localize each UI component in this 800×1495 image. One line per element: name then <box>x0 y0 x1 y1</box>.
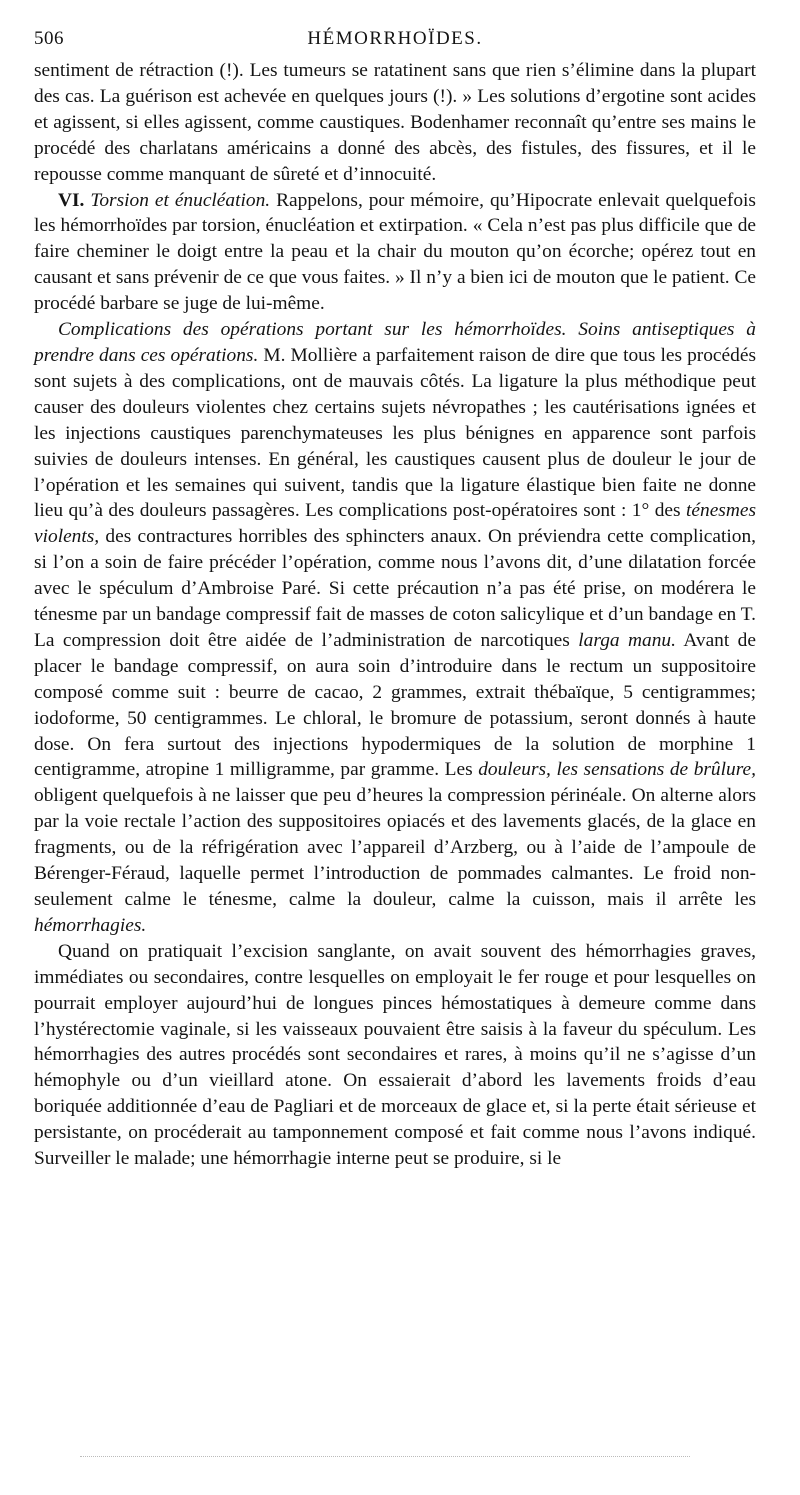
running-title: HÉMORRHOÏDES. <box>307 28 483 49</box>
paragraph-text: sentiment de rétraction (!). Les tumeurs se ratatinent sans que rien s’élimine dans la plupart des cas. La guérison est achevée en quelques jours (!). » Les solutions d’ergotine sont acides et agissent, si elles agissent, comme caustiques. Bodenhamer reconnaît qu’entre ses mains le procédé des charlatans américains a donné des abcès, des fistules, des fissures, et il le repousse comme manquant de sûreté et d’innocuité. <box>34 60 756 185</box>
paragraph-hemorrhagies <box>34 939 756 1172</box>
page-number: 506 <box>34 28 64 49</box>
section-heading: Complications des opérations portant sur les hémorrhoïdes. Soins antiseptiques à prendre dans ces opérations. <box>34 319 756 366</box>
paragraph-text: Quand on pratiquait l’excision sanglante, on avait souvent des hémorrhagies graves, immédiates ou secondaires, contre lesquelles on employait le fer rouge et pour lesquelles on pourrait employer aujourd’hui de longues pinces hémostatiques à demeure comme dans l’hystérectomie vaginale, si les vaisseaux pouvaient être saisis à la faveur du spéculum. Les hémorrhagies des autres procédés sont secondaires et rares, à moins qu’il ne s’agisse d’un hémophyle ou d’un vieillard atone. On essaierait d’abord les lavements froids d’eau boriquée additionnée d’eau de Pagliari et de morceaux de glace et, si la perte était sérieuse et persistante, on procéderait au tamponnement composé et fait comme nous l’avons indiqué. Surveiller le malade; une hémorrhagie interne peut se produire, si le <box>34 940 756 1170</box>
paragraph-torsion <box>34 188 756 318</box>
bottom-rule <box>80 1456 690 1457</box>
emphasis-text: ténesmes violents, <box>34 500 756 548</box>
body-text <box>34 58 756 1172</box>
running-head <box>34 28 756 58</box>
paragraph-ergotine <box>34 58 756 188</box>
emphasis-text: les sensations de brûlure, <box>556 759 756 781</box>
emphasis-text: douleurs, <box>478 759 551 781</box>
emphasis-text: hémorrhagies. <box>34 914 147 936</box>
paragraph-complications <box>34 317 756 939</box>
section-number: VI. <box>58 189 85 211</box>
paragraph-text: Avant de placer le bandage compressif, on aura soin d’introduire dans le rectum un suppositoire composé comme suit : beurre de cacao, 2 grammes, extrait thébaïque, 5 centigrammes; iodoforme, 50 centigrammes. Le chloral, le bromure de potassium, seront donnés à haute dose. On fera surtout des injections hypodermiques de la solution de morphine 1 centigramme, atropine 1 milligramme, par gramme. Les <box>34 629 756 781</box>
paragraph-text: Rappelons, pour mémoire, qu’Hipocrate enlevait quelquefois les hémorrhoïdes par torsion, énucléation et extirpation. « Cela n’est pas plus difficile que de faire cheminer le doigt entre la peau et la chair du mouton qu’on écorche; opérez tout en causant et sans prévenir de ce que vous faites. » Il n’y a bien ici de mouton que le patient. Ce procédé barbare se juge de lui-même. <box>34 189 756 315</box>
emphasis-text: larga manu. <box>578 629 676 651</box>
section-heading: Torsion et énucléation. <box>90 189 271 211</box>
book-page <box>34 28 756 1172</box>
paragraph-text: obligent quelquefois à ne laisser que peu d’heures la compression périnéale. On alterne alors par la voie rectale l’action des suppositoires opiacés et des lavements glacés, de la glace en fragments, ou de la réfrigération avec l’appareil d’Arzberg, ou à l’aide de l’ampoule de Bérenger-Féraud, laquelle permet l’introduction de pommades calmantes. Le froid non-seulement calme le ténesme, calme la douleur, calme la cuisson, mais il arrête les <box>34 785 756 910</box>
paragraph-text: des contractures horribles des sphincters anaux. On préviendra cette complication, si l’on a soin de faire précéder l’opération, comme nous l’avons dit, d’une dilatation forcée avec le spéculum d’Ambroise Paré. Si cette précaution n’a pas été prise, on modérera le ténesme par un bandage compressif fait de masses de coton salicylique et d’un bandage en T. La compression doit être aidée de l’administration de narcotiques <box>34 526 756 651</box>
paragraph-text: M. Mollière a parfaitement raison de dire que tous les procédés sont sujets à des complications, ont de mauvais côtés. La ligature la plus méthodique peut causer des douleurs violentes chez certains sujets névropathes ; les cautérisations ignées et les injections caustiques parenchymateuses les plus bénignes en apparence sont parfois suivies de douleurs intenses. En général, les caustiques causent plus de douleur le jour de l’opération et les semaines qui suivent, tandis que la ligature élastique bien faite ne donne lieu qu’à des douleurs passagères. Les complications post-opératoires sont : 1° des <box>34 344 756 522</box>
